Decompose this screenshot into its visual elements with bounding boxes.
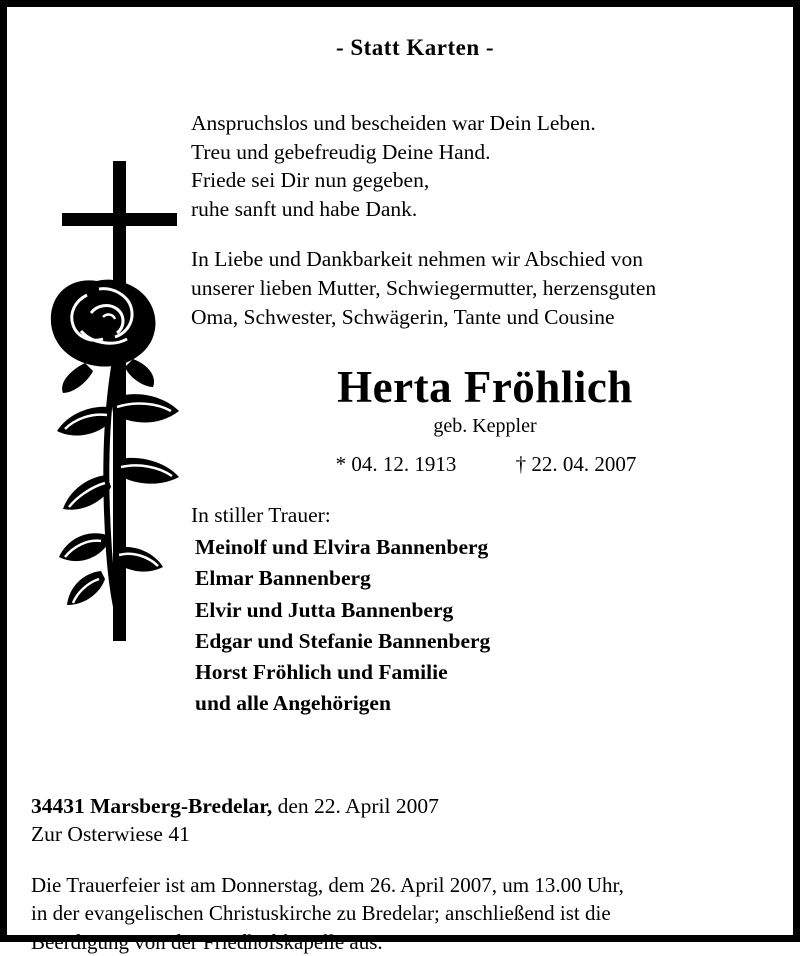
verse-block [191, 109, 791, 223]
cross-with-rose-icon [29, 131, 189, 671]
service-line: Die Trauerfeier ist am Donnerstag, dem 26. April 2007, um 13.00 Uhr, [31, 872, 624, 897]
intro-line: Oma, Schwester, Schwägerin, Tante und Cousine [191, 304, 615, 329]
notice-inner [25, 35, 775, 954]
list-item: Elmar Bannenberg [195, 566, 371, 591]
birth-date: * 04. 12. 1913 [335, 452, 457, 477]
list-item: Elvir und Jutta Bannenberg [195, 597, 454, 622]
service-line: Beerdigung von der Friedhofskapelle aus. [31, 929, 383, 954]
mourners-list [191, 532, 791, 719]
intro-block [191, 245, 791, 331]
verse-line: Friede sei Dir nun gegeben, [191, 168, 430, 193]
service-line: in der evangelischen Christuskirche zu Bredelar; anschließend ist die [31, 901, 611, 926]
life-dates [191, 452, 791, 477]
address-block [31, 793, 769, 849]
list-item: Edgar und Stefanie Bannenberg [195, 628, 491, 653]
address-street: Zur Osterwiese 41 [31, 821, 190, 846]
deceased-name: Herta Fröhlich [337, 362, 633, 413]
list-item: Horst Fröhlich und Familie [195, 659, 448, 684]
address-date: den 22. April 2007 [272, 794, 439, 818]
list-item: und alle Angehörigen [195, 691, 391, 716]
address-line-city [31, 793, 769, 821]
mourners-title: In stiller Trauer: [191, 503, 331, 528]
intro-line: unserer lieben Mutter, Schwiegermutter, herzensguten [191, 275, 657, 300]
address-city: 34431 Marsberg-Bredelar, [31, 794, 273, 818]
verse-line: Treu und gebefreudig Deine Hand. [191, 139, 491, 164]
maiden-name: geb. Keppler [433, 415, 537, 438]
notice-header: - Statt Karten - [335, 35, 495, 60]
verse-line: ruhe sanft und habe Dank. [191, 196, 418, 221]
notice-footer [31, 793, 769, 956]
death-date: † 22. 04. 2007 [515, 452, 637, 477]
intro-line: In Liebe und Dankbarkeit nehmen wir Abschied von [191, 247, 643, 272]
notice-text-column [191, 109, 791, 719]
list-item: Meinolf und Elvira Bannenberg [195, 535, 489, 560]
service-details [31, 871, 769, 956]
verse-line: Anspruchslos und bescheiden war Dein Leben. [191, 111, 596, 135]
